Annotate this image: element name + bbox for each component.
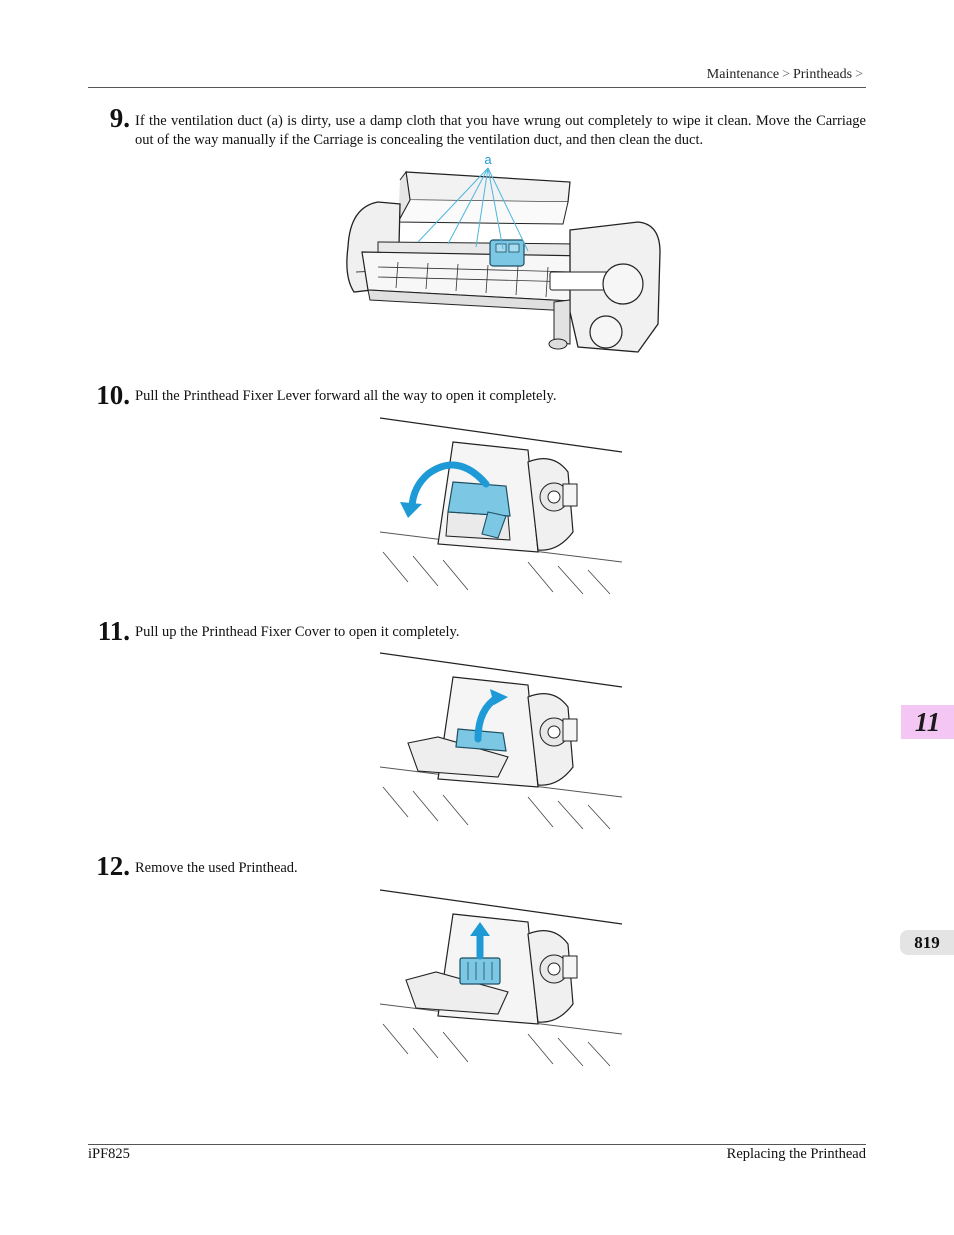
step-text: Pull up the Printhead Fixer Cover to open it completely. [135, 624, 460, 640]
breadcrumb-item-printheads[interactable]: Printheads [792, 67, 853, 82]
chapter-tab[interactable]: 11 [901, 705, 954, 739]
remove-printhead-figure [378, 884, 624, 1068]
step-text: Pull the Printhead Fixer Lever forward all the way to open it completely. [135, 388, 557, 404]
step-text: Remove the used Printhead. [135, 860, 298, 876]
footer-rule [88, 1144, 866, 1145]
figure-callout-label: a [484, 152, 492, 167]
fixer-lever-open-figure [378, 412, 624, 596]
step-number: 9. [109, 103, 130, 133]
fixer-cover-open-figure [378, 647, 624, 831]
step-number: 10. [96, 380, 130, 410]
breadcrumb-separator: > [855, 67, 863, 82]
page-number-tab: 819 [900, 930, 954, 955]
breadcrumb [707, 67, 866, 83]
step-number: 11. [97, 616, 130, 646]
printer-ventilation-duct-figure [338, 152, 664, 362]
step-number: 12. [96, 851, 130, 881]
footer-section-title: Replacing the Printhead [726, 1146, 866, 1162]
header-rule [88, 87, 866, 88]
step-text: If the ventilation duct (a) is dirty, use a damp cloth that you have wrung out completely to wipe it clean. Move the Carriage out of the way manually if the Carriage is concealing the ventilation duct, and then clean the duct. [135, 113, 866, 148]
breadcrumb-item-maintenance[interactable]: Maintenance [706, 67, 780, 82]
breadcrumb-separator: > [782, 67, 790, 82]
footer-model: iPF825 [88, 1146, 130, 1162]
